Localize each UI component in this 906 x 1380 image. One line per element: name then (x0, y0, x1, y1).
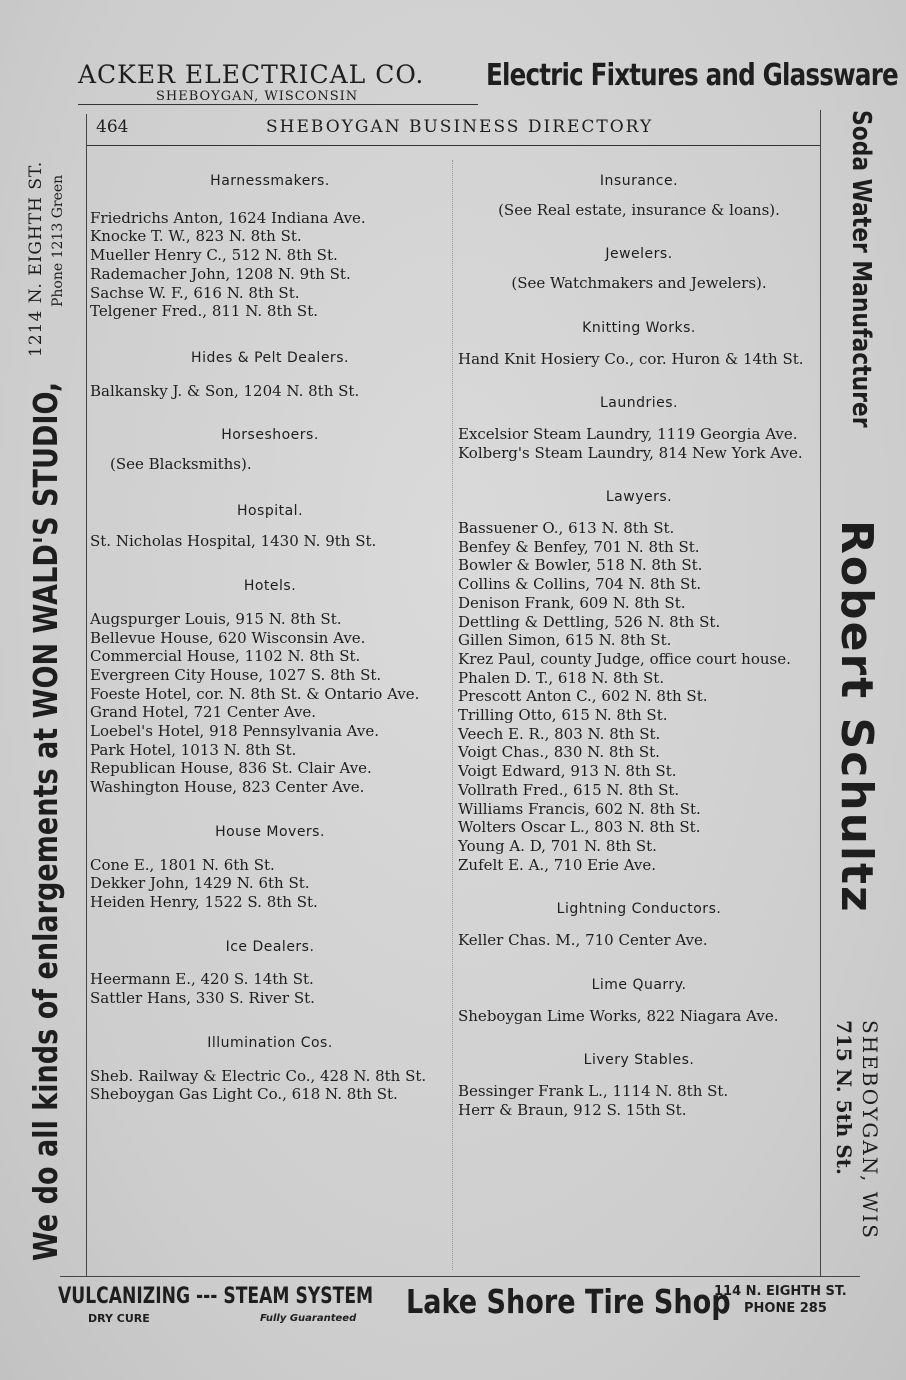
directory-entry: Rademacher John, 1208 N. 9th St. (90, 264, 351, 283)
section-heading: Ice Dealers. (225, 938, 315, 955)
directory-entry: Republican House, 836 St. Clair Ave. (90, 759, 372, 778)
section-heading: Knitting Works. (582, 319, 696, 336)
directory-entry: Sattler Hans, 330 S. River St. (90, 989, 315, 1008)
bottom-frame-line (60, 1276, 860, 1277)
directory-entry: Wolters Oscar L., 803 N. 8th St. (458, 818, 701, 837)
directory-entry: Knocke T. W., 823 N. 8th St. (90, 227, 302, 246)
right-side-advertisement (822, 110, 882, 1240)
directory-entry: Young A. D, 701 N. 8th St. (458, 836, 657, 855)
directory-entry: St. Nicholas Hospital, 1430 N. 9th St. (90, 532, 377, 551)
left-ad-address: 1214 N. EIGHTH ST. (26, 160, 46, 357)
right-frame-line (820, 110, 821, 1276)
directory-entry: Heermann E., 420 S. 14th St. (90, 970, 314, 989)
directory-entry: Herr & Braun, 912 S. 15th St. (458, 1100, 687, 1119)
directory-entry: Grand Hotel, 721 Center Ave. (90, 703, 317, 722)
bottom-ad-guarantee: Fully Guaranteed (260, 1313, 357, 1324)
directory-entry: Sachse W. F., 616 N. 8th St. (90, 283, 300, 302)
directory-entry: Phalen D. T., 618 N. 8th St. (458, 668, 665, 687)
directory-entry: Williams Francis, 602 N. 8th St. (458, 799, 701, 818)
page-number: 464 (96, 117, 129, 137)
left-directory-column (90, 172, 450, 1104)
right-ad-street: 715 N. 5th St. (832, 1020, 856, 1175)
left-side-advertisement (20, 115, 80, 1265)
section-heading: Lime Quarry. (591, 976, 687, 993)
directory-entry: Sheb. Railway & Electric Co., 428 N. 8th St. (90, 1066, 427, 1085)
section-heading: Illumination Cos. (207, 1034, 333, 1051)
directory-entry: Loebel's Hotel, 918 Pennsylvania Ave. (90, 722, 379, 741)
section-heading: Lightning Conductors. (556, 901, 722, 918)
directory-entry: Zufelt E. A., 710 Erie Ave. (458, 855, 657, 874)
directory-entry: Benfey & Benfey, 701 N. 8th St. (458, 537, 700, 556)
directory-entry: Sheboygan Gas Light Co., 618 N. 8th St. (90, 1085, 398, 1104)
right-ad-name: Robert Schultz (831, 520, 882, 914)
directory-entry: Dettling & Dettling, 526 N. 8th St. (458, 612, 721, 631)
bottom-ad-phone: PHONE 285 (744, 1301, 827, 1316)
page-header (86, 113, 820, 149)
section-heading: Jewelers. (605, 246, 673, 263)
section-heading: House Movers. (215, 823, 325, 840)
page-title: SHEBOYGAN BUSINESS DIRECTORY (266, 117, 654, 137)
directory-entry: Prescott Anton C., 602 N. 8th St. (458, 687, 708, 706)
right-ad-city: SHEBOYGAN, WIS (858, 1020, 882, 1240)
directory-entry: Augspurger Louis, 915 N. 8th St. (90, 609, 342, 628)
directory-entry: Vollrath Fred., 615 N. 8th St. (458, 780, 680, 799)
directory-entry: Voigt Chas., 830 N. 8th St. (458, 743, 660, 762)
left-frame-line (86, 114, 87, 1276)
directory-entry: Kolberg's Steam Laundry, 814 New York Ave. (458, 443, 803, 462)
directory-entry: Balkansky J. & Son, 1204 N. 8th St. (90, 381, 360, 400)
bottom-ad-shop-name: Lake Shore Tire Shop (406, 1282, 731, 1321)
cross-reference-note: (See Blacksmiths). (110, 455, 252, 474)
directory-entry: Veech E. R., 803 N. 8th St. (458, 724, 661, 743)
directory-entry: Voigt Edward, 913 N. 8th St. (458, 762, 677, 781)
directory-entry: Bellevue House, 620 Wisconsin Ave. (90, 628, 366, 647)
section-heading: Hospital. (236, 502, 304, 519)
directory-entry: Commercial House, 1102 N. 8th St. (90, 647, 361, 666)
directory-entry: Foeste Hotel, cor. N. 8th St. & Ontario Ave. (90, 684, 420, 703)
directory-entry: Gillen Simon, 615 N. 8th St. (458, 631, 672, 650)
left-ad-phone: Phone 1213 Green (50, 174, 66, 307)
directory-entry: Dekker John, 1429 N. 6th St. (90, 874, 310, 893)
cross-reference-note: (See Real estate, insurance & loans). (498, 200, 780, 219)
directory-entry: Trilling Otto, 615 N. 8th St. (458, 706, 668, 725)
directory-entry: Telgener Fred., 811 N. 8th St. (90, 302, 319, 321)
directory-entry: Hand Knit Hosiery Co., cor. Huron & 14th St. (458, 349, 804, 368)
directory-entry: Park Hotel, 1013 N. 8th St. (90, 740, 297, 759)
directory-entry: Friedrichs Anton, 1624 Indiana Ave. (90, 208, 366, 227)
left-ad-slogan: We do all kinds of enlargements at WON WALD'S STUDIO, (26, 381, 65, 1261)
bottom-ad-services: VULCANIZING --- STEAM SYSTEM (58, 1284, 374, 1309)
section-heading: Hides & Pelt Dealers. (191, 349, 349, 366)
directory-entry: Mueller Henry C., 512 N. 8th St. (90, 246, 338, 265)
directory-entry: Bowler & Bowler, 518 N. 8th St. (458, 556, 703, 575)
directory-entry: Excelsior Steam Laundry, 1119 Georgia Ave. (458, 424, 798, 443)
section-heading: Lawyers. (605, 489, 673, 506)
directory-entry: Heiden Henry, 1522 S. 8th St. (90, 892, 318, 911)
top-ad-city: SHEBOYGAN, WISCONSIN (156, 89, 359, 104)
section-heading: Horseshoers. (221, 427, 319, 444)
bottom-ad-address: 114 N. EIGHTH ST. (714, 1284, 847, 1299)
directory-entry: Sheboygan Lime Works, 822 Niagara Ave. (458, 1006, 779, 1025)
header-rule (86, 145, 820, 146)
directory-entry: Washington House, 823 Center Ave. (90, 778, 365, 797)
section-heading: Hotels. (243, 578, 297, 595)
directory-entry: Cone E., 1801 N. 6th St. (90, 855, 275, 874)
directory-entry: Bassuener O., 613 N. 8th St. (458, 519, 675, 538)
directory-entry: Collins & Collins, 704 N. 8th St. (458, 575, 702, 594)
top-ad-slogan: Electric Fixtures and Glassware (486, 58, 898, 93)
directory-entry: Denison Frank, 609 N. 8th St. (458, 593, 686, 612)
section-heading: Insurance. (599, 173, 679, 189)
directory-entry: Bessinger Frank L., 1114 N. 8th St. (458, 1081, 729, 1100)
bottom-ad-dry-cure: DRY CURE (88, 1312, 150, 1325)
top-advertisement (78, 58, 898, 110)
section-heading: Harnessmakers. (210, 173, 330, 189)
right-directory-column (458, 172, 820, 1119)
cross-reference-note: (See Watchmakers and Jewelers). (511, 274, 767, 293)
directory-entry: Keller Chas. M., 710 Center Ave. (458, 931, 708, 950)
section-heading: Livery Stables. (583, 1052, 695, 1069)
right-ad-product: Soda Water Manufacturer (846, 110, 876, 428)
directory-entry: Evergreen City House, 1027 S. 8th St. (90, 665, 382, 684)
bottom-advertisement (58, 1280, 858, 1340)
top-ad-company: ACKER ELECTRICAL CO. (78, 60, 425, 89)
section-heading: Laundries. (599, 395, 678, 412)
directory-entry: Krez Paul, county Judge, office court house. (458, 649, 791, 668)
top-ad-rule (78, 104, 478, 105)
